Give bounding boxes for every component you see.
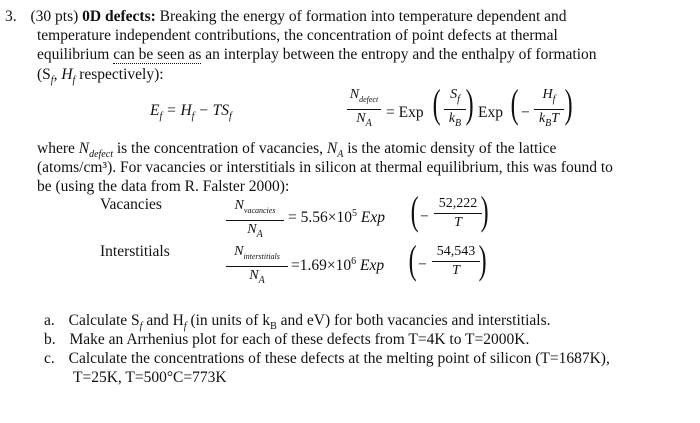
vac-den: T: [454, 215, 462, 230]
intro-line-3: [37, 46, 597, 64]
vac-sub: vacancies: [243, 205, 276, 215]
q-b-letter: b.: [44, 331, 56, 348]
eq-ts: − TS: [198, 102, 230, 119]
q-a-letter: a.: [44, 312, 55, 329]
intro-4a: (S: [37, 66, 51, 83]
where-1a: where: [37, 140, 79, 157]
vacancy-coef: [288, 208, 385, 227]
s-symbol: S: [450, 87, 458, 102]
q-a-text: Calculate S: [68, 312, 140, 329]
vac-num: 52,222: [438, 196, 478, 211]
problem-number: 3.: [5, 8, 17, 25]
kbt-symbol: k: [538, 110, 546, 126]
question-b: [44, 331, 529, 349]
interstitial-exponent: [432, 244, 480, 279]
intro-line-4: ($S_f$, $H_f$ respectively):: [37, 66, 164, 87]
q-a-rest3: and eV) for both vacancies and interstitials.: [276, 312, 551, 329]
exp-2: Exp: [478, 104, 503, 121]
s-over-kb: $S_f$ $k_B$: [444, 87, 466, 132]
interstitial-coef: [291, 256, 384, 275]
question-a: a. Calculate $S_f$ and $H_f$ (in units of $k_B$ and eV) for both vacancies and interstitials.: [44, 312, 551, 333]
energy-equation: $E_f = H_f - TS_f$: [150, 102, 232, 123]
exp-1: = Exp: [386, 104, 424, 121]
vacancy-ratio: $N_{vacancies}$ $N_A$: [226, 198, 284, 243]
question-c: [44, 350, 610, 368]
h-over-kbt: $H_f$ $k_BT$: [534, 87, 564, 132]
vacancy-exponent: [434, 196, 482, 231]
intro-3c: an interplay between the entropy and the enthalpy of formation: [205, 46, 597, 63]
where-line-3: be (using the data from R. Falster 2000):: [37, 178, 290, 195]
int-exp: Exp: [359, 257, 385, 275]
vac-exp: Exp: [360, 209, 385, 227]
n-a: N: [356, 110, 366, 126]
interstitials-label: Interstitials: [100, 243, 170, 260]
eq-mid: = H: [166, 102, 192, 119]
where-line-1: where $N_{defect}$ is the concentration of vacancies, $N_A$ is the atomic density of the lattice: [37, 140, 557, 161]
kb-symbol: k: [448, 110, 456, 126]
vacancies-label: Vacancies: [100, 196, 162, 213]
h-symbol: H: [542, 87, 553, 102]
eq-lhs: E: [150, 102, 160, 119]
where-1b: is the concentration of vacancies,: [112, 140, 327, 157]
where-1c: is the atomic density of the lattice: [343, 140, 557, 157]
problem-heading: 0D defects:: [82, 8, 156, 25]
t-symbol: T: [551, 110, 560, 126]
q-a-rest: and H: [142, 312, 184, 329]
n-defect: N: [349, 87, 360, 102]
vac-power: 5: [351, 208, 357, 219]
intro-line-2: temperature independent contributions, the concentration of point defects at thermal: [37, 27, 558, 44]
intro-4c: respectively):: [75, 66, 164, 83]
defect-ratio: $N_{defect}$ $N_A$: [347, 87, 381, 132]
problem-header: [5, 8, 567, 26]
q-c-letter: c.: [44, 350, 55, 367]
int-sub: interstitials: [243, 251, 280, 261]
defect-sub: defect: [359, 94, 379, 104]
question-c-line2: T=25K, T=500°C=773K: [73, 369, 227, 386]
intro-4b: , H: [53, 66, 73, 83]
int-num: 54,543: [436, 244, 476, 259]
intro-3b: can be seen as: [113, 46, 202, 63]
q-c-text: Calculate the concentrations of these defects at the melting point of silicon (T=1687K),: [68, 350, 610, 367]
int-coef-text: =1.69×10: [291, 257, 352, 275]
intro-3a: equilibrium: [37, 46, 110, 63]
where-line-2: (atoms/cm³). For vacancies or interstitials in silicon at thermal equilibrium, this was found to: [37, 159, 613, 176]
vac-coef-text: = 5.56×10: [288, 209, 352, 227]
int-den: T: [452, 263, 460, 278]
q-a-rest2: (in units of k: [186, 312, 271, 329]
int-power: 6: [351, 256, 357, 267]
intro-line-1: Breaking the energy of formation into temperature dependent and: [159, 8, 567, 25]
interstitial-ratio: $N_{interstitials}$ $N_A$: [226, 244, 288, 289]
problem-points: (30 pts): [30, 8, 79, 25]
q-b-text: Make an Arrhenius plot for each of these defects from T=4K to T=2000K.: [69, 331, 530, 348]
